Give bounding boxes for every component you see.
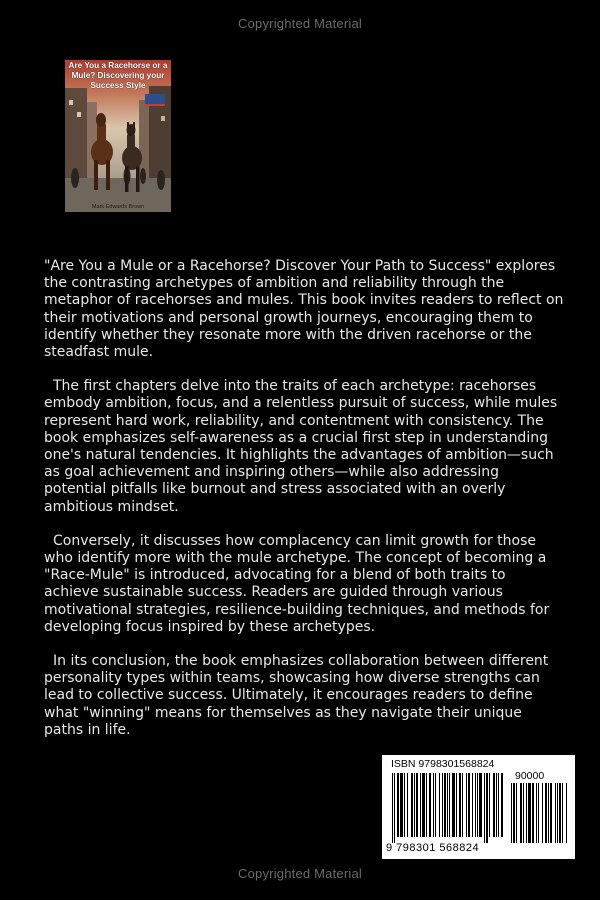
book-description xyxy=(44,258,564,756)
price-code: 90000 xyxy=(515,770,545,782)
cover-author: Mark Edwards Brown xyxy=(91,204,145,210)
book-cover-thumbnail xyxy=(65,60,171,212)
copyright-watermark-bottom: Copyrighted Material xyxy=(238,866,362,881)
copyright-watermark-top: Copyrighted Material xyxy=(238,16,362,31)
price-addon-bars xyxy=(511,783,567,843)
description-paragraph-1: "Are You a Mule or a Racehorse? Discover Your Path to Success" explores the contrasting archetypes of ambition and reliability through the metaphor of racehorses and mules. This book invites readers to reflect on their motivations and personal growth journeys, encouraging them to identify whether they resonate more with the driven racehorse or the steadfast mule. xyxy=(44,258,564,361)
description-paragraph-4: In its conclusion, the book emphasizes collaboration between different personality types within teams, showcasing how diverse strengths can lead to collective success. Ultimately, it encourages readers to define what "winning" means for themselves as they navigate their unique paths in life. xyxy=(44,653,549,738)
cover-title: Are You a Racehorse or a Mule? Discovering your Success Style xyxy=(68,61,168,90)
isbn-label: ISBN 9798301568824 xyxy=(391,758,495,770)
description-paragraph-2: The first chapters delve into the traits of each archetype: racehorses embody ambition, focus, and a relentless pursuit of success, while mules represent hard work, reliability, and contentment with consistency. The book emphasizes self-awareness as a crucial first step in understanding one's natural tendencies. It highlights the advantages of ambition—such as goal achievement and inspiring others—while also addressing potential pitfalls like burnout and stress associated with an overly ambitious mindset. xyxy=(44,378,558,515)
isbn-digits: 9 798301 568824 xyxy=(386,842,480,854)
isbn-barcode xyxy=(382,755,575,859)
description-paragraph-3: Conversely, it discusses how complacency can limit growth for those who identify more with the mule archetype. The concept of becoming a "Race-Mule" is introduced, advocating for a blend of both traits to achieve sustainable success. Readers are guided through various motivational strategies, resilience-building techniques, and methods for developing focus inspired by these archetypes. xyxy=(44,532,550,635)
ean13-bars xyxy=(392,773,504,843)
